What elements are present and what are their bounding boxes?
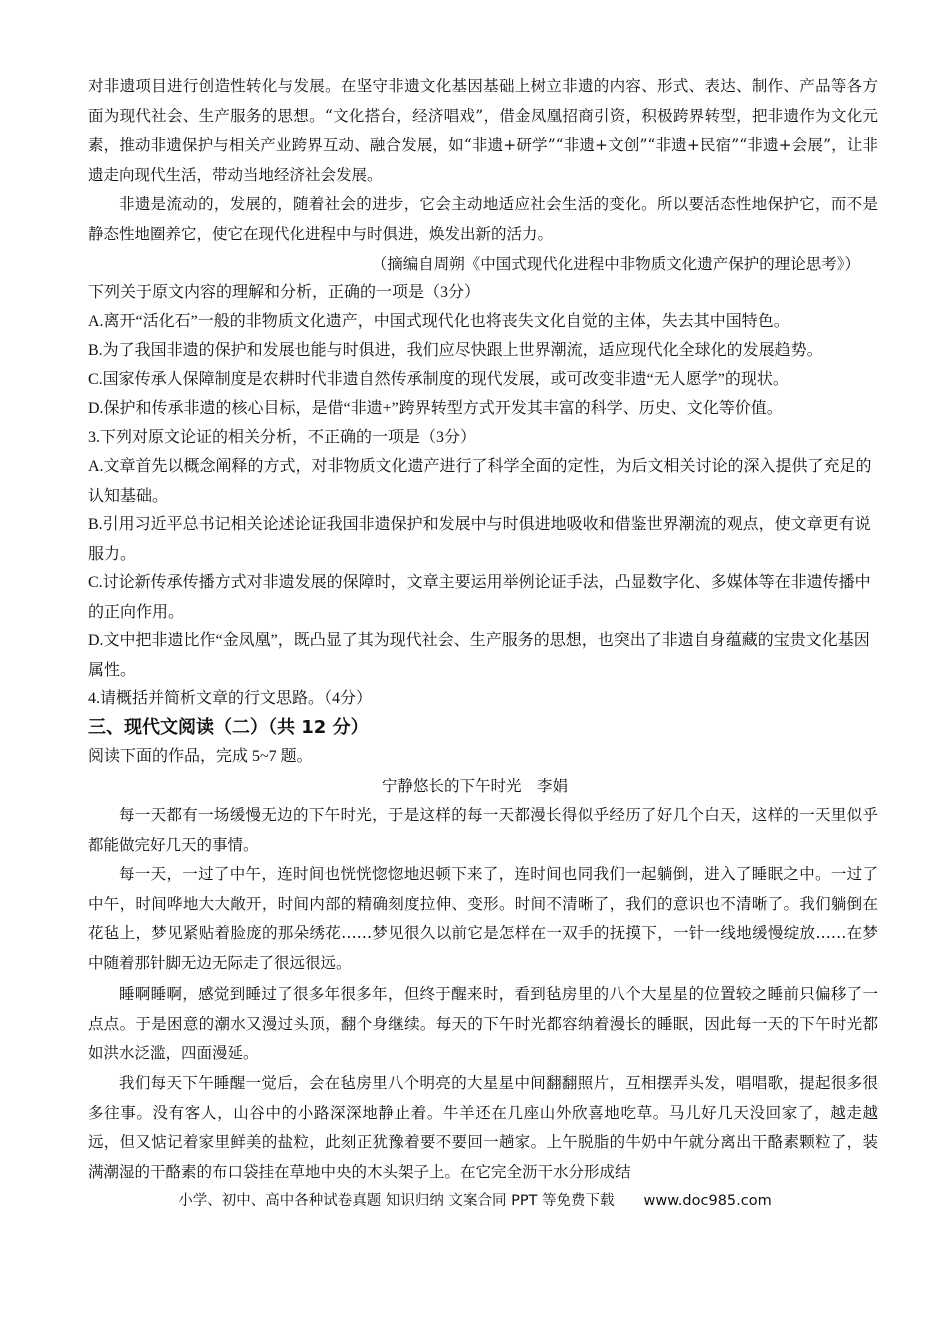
question-3-option-d: D.文中把非遗比作“金凤凰”，既凸显了其为现代社会、生产服务的思想，也突出了非遗自身蕴藏的宝贵文化基因属性。 xyxy=(88,632,870,679)
question-2-option-b: B.为了我国非遗的保护和发展也能与时俱进，我们应尽快跟上世界潮流，适应现代化全球化的发展趋势。 xyxy=(88,342,823,359)
page-footer: 小学、初中、高中各种试卷真题 知识归纳 文案合同 PPT 等免费下载 www.doc985.com xyxy=(178,1193,772,1209)
article-paragraph: 我们每天下午睡醒一觉后，会在毡房里八个明亮的大星星中间翻翻照片，互相摆弄头发，唱唱歌，提起很多很多往事。没有客人，山谷中的小路深深地静止着。牛羊还在几座山外欣喜地吃草。马儿好几天没回家了，越走越远，但又惦记着家里鲜美的盐粒，此刻正犹豫着要不要回一趟家。上午脱脂的牛奶中午就分离出干酪素颗粒了，装满潮湿的干酪素的布口袋挂在草地中央的木头架子上。在它完全沥干水分形成结 xyxy=(88,1074,878,1181)
question-3-stem: 3.下列对原文论证的相关分析，不正确的一项是（3分） xyxy=(88,429,477,446)
question-3-option-a: A.文章首先以概念阐释的方式，对非物质文化遗产进行了科学全面的定性，为后文相关讨论的深入提供了充足的认知基础。 xyxy=(88,458,872,505)
question-3-option-b: B.引用习近平总书记相关论述论证我国非遗保护和发展中与时俱进地吸收和借鉴世界潮流的观点，使文章更有说服力。 xyxy=(88,516,871,563)
section-instruction: 阅读下面的作品，完成 5~7 题。 xyxy=(88,748,313,765)
section-heading: 三、现代文阅读（二）（共 12 分） xyxy=(88,717,369,738)
question-2-option-d: D.保护和传承非遗的核心目标，是借“非遗+”跨界转型方式开发其丰富的科学、历史、文化等价值。 xyxy=(88,400,783,417)
article-title: 宁静悠长的下午时光 李娟 xyxy=(381,777,568,795)
article-paragraph: 睡啊睡啊，感觉到睡过了很多年很多年，但终于醒来时，看到毡房里的八个大星星的位置较之睡前只偏移了一点点。于是困意的潮水又漫过头顶，翻个身继续。每天的下午时光都容纳着漫长的睡眠，因此每一天的下午时光都如洪水泛滥，四面漫延。 xyxy=(88,985,878,1062)
question-2-option-c: C.国家传承人保障制度是农耕时代非遗自然传承制度的现代发展，或可改变非遗“无人愿学”的现状。 xyxy=(88,371,789,388)
passage-source: （摘编自周朔《中国式现代化进程中非物质文化遗产保护的理论思考》） xyxy=(371,255,860,273)
passage-paragraph: 对非遗项目进行创造性转化与发展。在坚守非遗文化基因基础上树立非遗的内容、形式、表达、制作、产品等各方面为现代社会、生产服务的思想。“文化搭台，经济唱戏”，借金凤凰招商引资，积极跨界转型，把非遗作为文化元素，推动非遗保护与相关产业跨界互动、融合发展，如“非遗+研学”“非遗+文创”“非遗+民宿”“非遗+会展”，让非遗走向现代生活，带动当地经济社会发展。 xyxy=(88,77,878,184)
question-2-stem: 下列关于原文内容的理解和分析，正确的一项是（3分） xyxy=(88,284,481,301)
question-4-stem: 4.请概括并简析文章的行文思路。（4分） xyxy=(88,690,373,707)
passage-paragraph: 非遗是流动的，发展的，随着社会的进步，它会主动地适应社会生活的变化。所以要活态性地保护它，而不是静态性地圈养它，使它在现代化进程中与时俱进，焕发出新的活力。 xyxy=(88,195,878,243)
article-paragraph: 每一天，一过了中午，连时间也恍恍惚惚地迟顿下来了，连时间也同我们一起躺倒，进入了睡眠之中。一过了中午，时间哗地大大敞开，时间内部的精确刻度拉伸、变形。时间不清晰了，我们的意识也不清晰了。我们躺倒在花毡上，梦见紧贴着脸庞的那朵绣花……梦见很久以前它是怎样在一双手的抚摸下，一针一线地缓慢绽放……在梦中随着那针脚无边无际走了很远很远。 xyxy=(88,865,878,972)
question-3-option-c: C.讨论新传承传播方式对非遗发展的保障时，文章主要运用举例论证手法，凸显数字化、多媒体等在非遗传播中的正向作用。 xyxy=(88,574,871,621)
question-2-option-a: A.离开“活化石”一般的非物质文化遗产，中国式现代化也将丧失文化自觉的主体，失去其中国特色。 xyxy=(88,313,790,330)
article-paragraph: 每一天都有一场缓慢无边的下午时光，于是这样的每一天都漫长得似乎经历了好几个白天，这样的一天里似乎都能做完好几天的事情。 xyxy=(88,806,878,854)
